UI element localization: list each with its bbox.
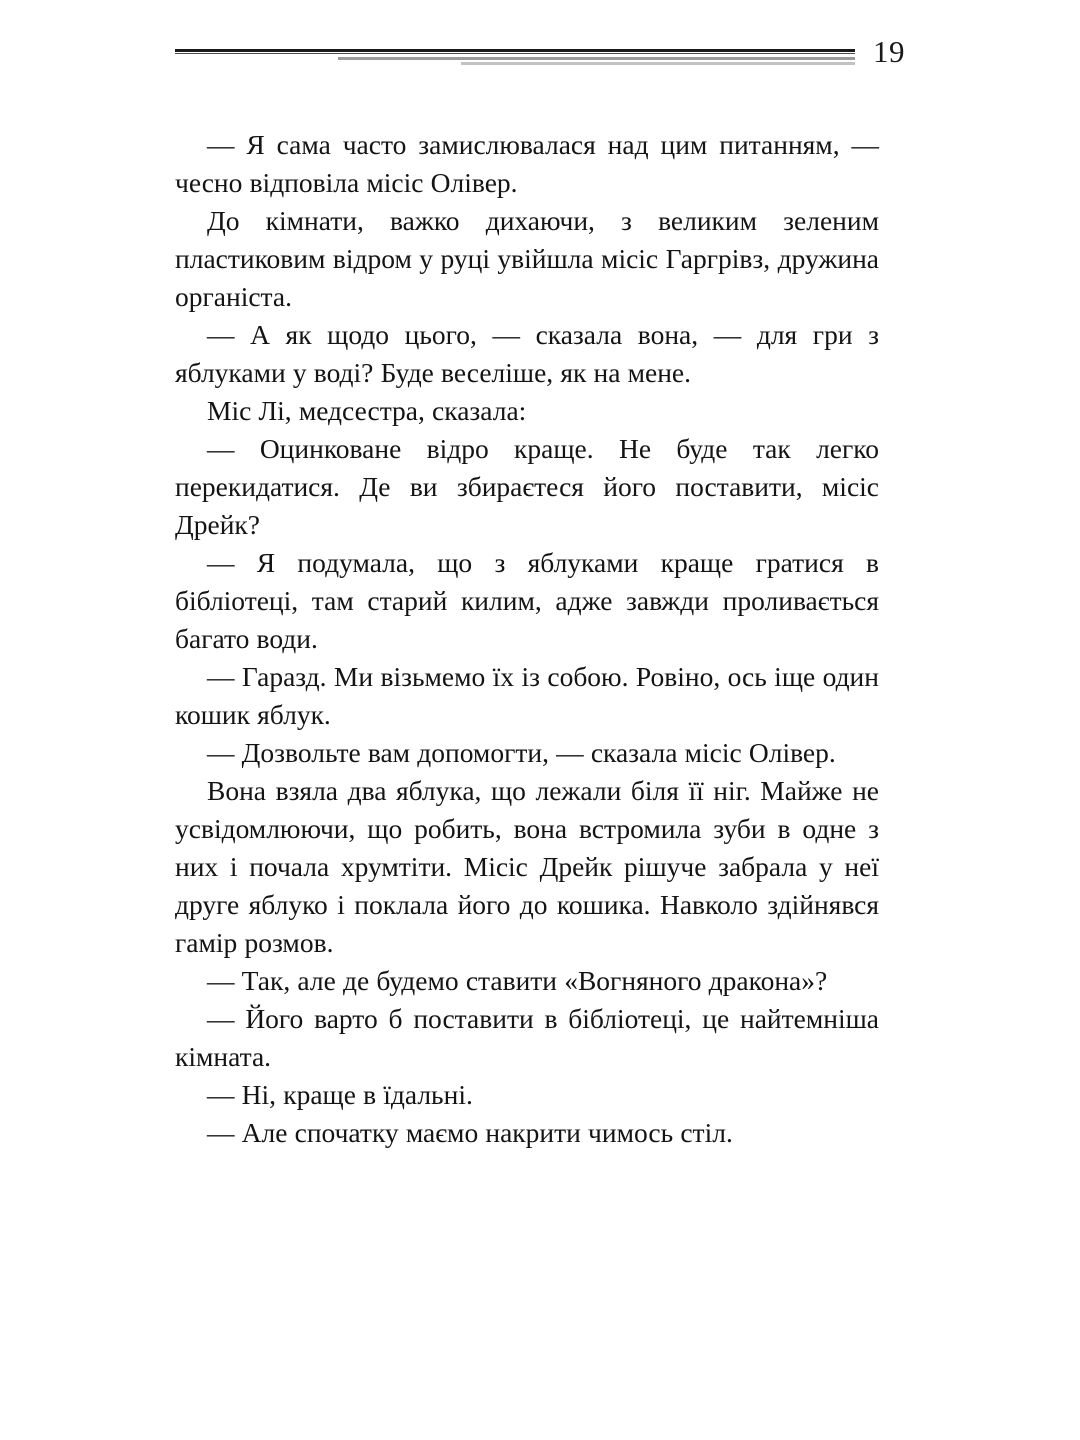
paragraph: — Ні, краще в їдальні. bbox=[207, 1079, 473, 1110]
paragraph: Вона взяла два яблука, що лежали біля її ніг. Майже не усвідомлюючи, що робить, вона встромила зуби в одне з них і почала хрумтіти. Місіс Дрейк рішуче забрала у неї друге яблуко і поклала його до кошика. Навколо здійнявся гамір розмов. bbox=[175, 775, 879, 958]
paragraph: Міс Лі, медсестра, сказала: bbox=[207, 395, 527, 426]
ornament-rule-tertiary bbox=[461, 62, 855, 65]
page-number: 19 bbox=[873, 34, 905, 69]
paragraph: До кімнати, важко дихаючи, з великим зеленим пластиковим відром у руці увійшла місіс Гаргрівз, дружина органіста. bbox=[175, 205, 879, 312]
ornament-rule-primary-shadow bbox=[175, 53, 855, 54]
ornament-rule-secondary bbox=[338, 57, 855, 60]
header-ornament-icon bbox=[175, 46, 855, 76]
paragraph: — Я подумала, що з яблуками краще гратися в бібліотеці, там старий килим, адже завжди проливається багато води. bbox=[175, 547, 879, 654]
paragraph: — Дозвольте вам допомогти, — сказала місіс Олівер. bbox=[207, 737, 836, 768]
paragraph: — Оцинковане відро краще. Не буде так легко перекидатися. Де ви збираєтеся його поставити, місіс Дрейк? bbox=[175, 433, 879, 540]
body-text bbox=[175, 126, 879, 1152]
paragraph: — Так, але де будемо ставити «Вогняного дракона»? bbox=[207, 965, 828, 996]
paragraph: — Але спочатку маємо накрити чимось стіл. bbox=[207, 1117, 733, 1148]
running-head bbox=[175, 34, 905, 80]
paragraph: — Його варто б поставити в бібліотеці, це найтемніша кімната. bbox=[175, 1003, 879, 1072]
paragraph: — А як щодо цього, — сказала вона, — для гри з яблуками у воді? Буде веселіше, як на мене. bbox=[175, 319, 879, 388]
ornament-rule-primary bbox=[175, 49, 855, 52]
paragraph: — Я сама часто замислювалася над цим питанням, — чесно відповіла місіс Олівер. bbox=[175, 129, 879, 198]
paragraph: — Гаразд. Ми візьмемо їх із собою. Ровіно, ось іще один кошик яблук. bbox=[175, 661, 879, 730]
